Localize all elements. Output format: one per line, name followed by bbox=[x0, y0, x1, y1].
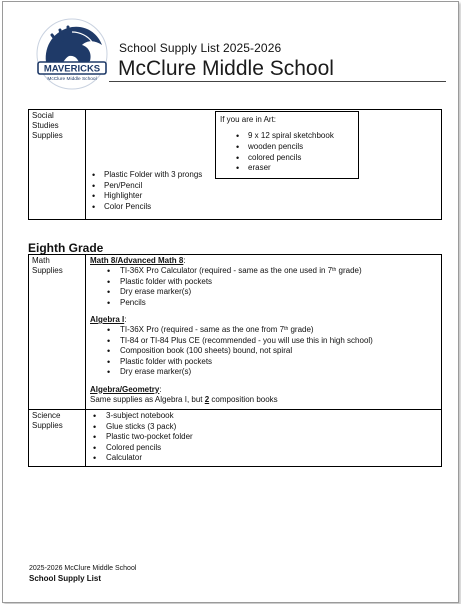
footer-year: 2025-2026 McClure Middle School bbox=[29, 565, 137, 572]
list-item bbox=[120, 325, 441, 336]
list-item: • Plastic folder with pockets bbox=[120, 357, 441, 368]
heading-colon: : bbox=[183, 256, 186, 265]
mavericks-logo-icon bbox=[32, 18, 112, 90]
science-subject-cell bbox=[29, 410, 86, 467]
list-item: • Calculator bbox=[106, 453, 441, 464]
subject-label: Supplies bbox=[32, 266, 63, 275]
heading-colon: : bbox=[159, 384, 162, 394]
list-item: • eraser bbox=[248, 163, 334, 174]
list-item bbox=[120, 266, 441, 277]
subject-label: Supplies bbox=[32, 421, 63, 430]
list-item: • Glue sticks (3 pack) bbox=[106, 422, 441, 433]
item-text: grade) bbox=[288, 325, 314, 334]
list-item: • wooden pencils bbox=[248, 142, 334, 153]
subject-label: Studies bbox=[32, 121, 59, 130]
course-heading: Algebra I bbox=[90, 315, 125, 324]
math8-list bbox=[90, 266, 441, 308]
math-subject-cell bbox=[29, 255, 86, 410]
list-item: • Plastic folder with pockets bbox=[120, 277, 441, 288]
eighth-grade-table bbox=[28, 254, 442, 467]
course-heading: Math 8/Advanced Math 8 bbox=[90, 256, 184, 265]
note-number: 2 bbox=[204, 394, 210, 404]
geometry-note bbox=[90, 395, 278, 405]
list-item: • TI-84 or TI-84 Plus CE (recommended - you will use this in high school) bbox=[120, 336, 441, 347]
course-heading: Algebra/Geometry bbox=[90, 384, 160, 394]
social-studies-subject-cell bbox=[29, 110, 86, 220]
art-list bbox=[230, 131, 334, 174]
list-item: • 3-subject notebook bbox=[106, 411, 441, 422]
item-text: TI-36X Pro Calculator (required - same as the one used in 7 bbox=[120, 266, 333, 275]
superscript: th bbox=[284, 326, 289, 332]
document-page bbox=[2, 1, 459, 603]
subject-label: Math bbox=[32, 256, 50, 265]
footer-label: School Supply List bbox=[29, 574, 102, 583]
list-item: • Pen/Pencil bbox=[104, 181, 441, 192]
list-item: • Plastic Folder with 3 prongs bbox=[104, 170, 441, 181]
science-list bbox=[86, 411, 441, 464]
heading-colon: : bbox=[124, 315, 127, 324]
superscript: th bbox=[332, 267, 337, 273]
list-item: • Highlighter bbox=[104, 191, 441, 202]
list-item: • Dry erase marker(s) bbox=[120, 367, 441, 378]
note-text: composition books bbox=[209, 394, 278, 404]
list-item: • colored pencils bbox=[248, 153, 334, 164]
list-item: • 9 x 12 spiral sketchbook bbox=[248, 131, 334, 142]
list-item: • Colored pencils bbox=[106, 443, 441, 454]
art-heading: If you are in Art: bbox=[220, 115, 277, 124]
math-items-cell bbox=[86, 255, 442, 410]
algebra-list bbox=[90, 325, 441, 378]
subject-label: Social bbox=[32, 111, 54, 120]
header-divider bbox=[109, 81, 446, 82]
item-text: grade) bbox=[336, 266, 362, 275]
list-item: • Color Pencils bbox=[104, 202, 441, 213]
science-items-cell bbox=[86, 410, 442, 467]
logo-team-text: MAVERICKS bbox=[43, 63, 101, 75]
item-text: TI-36X Pro (required - same as the one from 7 bbox=[120, 325, 285, 334]
list-item: • Composition book (100 sheets) bound, not spiral bbox=[120, 346, 441, 357]
list-item: • Dry erase marker(s) bbox=[120, 287, 441, 298]
art-supplies-box bbox=[215, 111, 359, 179]
logo-school-text: McClure Middle School bbox=[47, 77, 97, 82]
subject-label: Science bbox=[32, 411, 61, 420]
section-heading-eighth-grade: Eighth Grade bbox=[28, 241, 104, 255]
subject-label: Supplies bbox=[32, 131, 63, 140]
header-subtitle: School Supply List 2025-2026 bbox=[119, 41, 282, 55]
list-item: • Pencils bbox=[120, 298, 441, 309]
page-title: McClure Middle School bbox=[118, 57, 334, 80]
note-text: Same supplies as Algebra I, but bbox=[90, 394, 205, 404]
list-item: • Plastic two-pocket folder bbox=[106, 432, 441, 443]
